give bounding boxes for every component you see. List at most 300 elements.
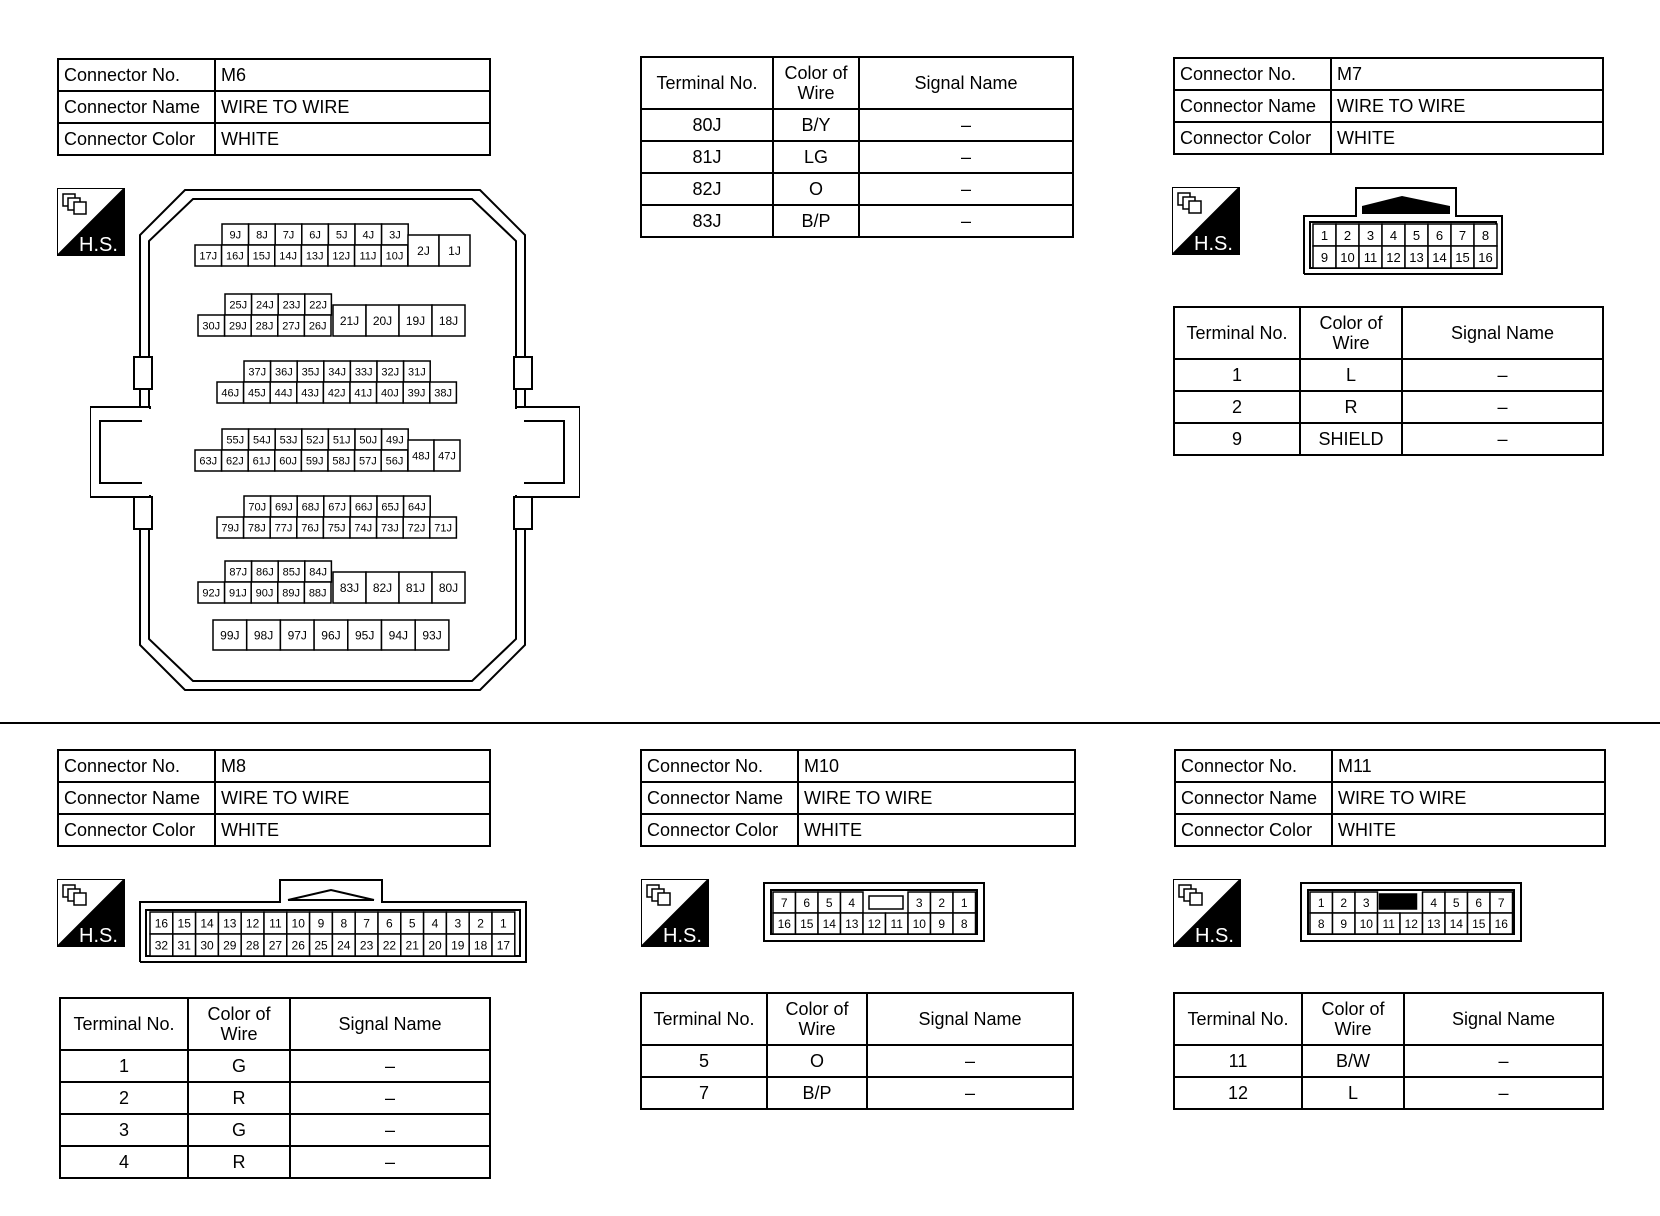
terminal-pin-label: 69J — [275, 501, 293, 514]
connector-name-label: Connector Name — [58, 91, 215, 123]
terminal-pin-label: 65J — [381, 501, 400, 514]
terminal-pin-label: 8 — [1317, 917, 1325, 932]
table-row — [641, 205, 1073, 237]
terminal-cell: 82J — [641, 173, 773, 205]
terminal-pin-label: 89J — [282, 587, 300, 600]
terminal-pin-label: 30 — [200, 938, 214, 953]
terminal-pin-label: 9 — [317, 916, 325, 931]
connector-no-label: Connector No. — [58, 750, 215, 782]
terminal-pin-label: 4 — [1389, 227, 1398, 243]
terminal-pin-label: 54J — [253, 434, 271, 447]
terminal-cell: 11 — [1174, 1045, 1302, 1077]
terminal-pin-label: 3J — [389, 229, 401, 242]
terminal-pin-label: 1 — [1317, 896, 1325, 911]
table-row — [60, 1050, 490, 1082]
terminal-pin-label: 83J — [339, 581, 360, 596]
color-cell: B/W — [1302, 1045, 1404, 1077]
terminal-pin-label: 5 — [408, 916, 416, 931]
terminal-pin-label: 11 — [269, 916, 282, 931]
terminal-pin-label: 4 — [848, 896, 856, 911]
color-cell: G — [188, 1050, 290, 1082]
terminal-pin-label: 10 — [291, 916, 305, 931]
terminal-pin-label: 29J — [229, 320, 247, 333]
hs-label: H.S. — [79, 234, 118, 256]
terminal-pin-label: 27J — [282, 320, 300, 333]
terminal-pin-label: 2 — [1343, 227, 1352, 243]
terminal-pin-label: 4 — [431, 916, 439, 931]
connector-key — [1380, 894, 1417, 909]
color-cell: G — [188, 1114, 290, 1146]
terminal-pin-label: 9 — [1340, 917, 1348, 932]
table-row — [641, 1077, 1073, 1109]
terminal-pin-label: 1 — [500, 916, 507, 931]
terminal-pin-label: 44J — [274, 387, 293, 400]
m7-connector-info — [1173, 57, 1604, 155]
terminal-cell: 2 — [60, 1082, 188, 1114]
connector-name-label: Connector Name — [58, 782, 215, 814]
color-of-wire-header: Color of Wire — [767, 993, 867, 1045]
table-row — [1174, 359, 1603, 391]
terminal-pin-label: 13 — [845, 917, 859, 932]
table-row — [641, 173, 1073, 205]
terminal-pin-label: 9 — [938, 917, 946, 932]
signal-cell: – — [290, 1146, 490, 1178]
terminal-pin-label: 95J — [354, 628, 375, 643]
terminal-pin-label: 64J — [408, 501, 426, 514]
signal-cell: – — [1402, 423, 1603, 455]
terminal-pin-label: 15 — [800, 917, 814, 932]
table-row — [1174, 423, 1603, 455]
color-of-wire-header: Color of Wire — [1300, 307, 1402, 359]
table-row — [60, 1114, 490, 1146]
terminal-pin-label: 26J — [308, 320, 327, 333]
color-of-wire-header: Color of Wire — [1302, 993, 1404, 1045]
terminal-pin-label: 63J — [199, 455, 218, 468]
terminal-pin-label: 90J — [255, 587, 274, 600]
terminal-pin-label: 17J — [199, 250, 218, 263]
m11-connector-face — [1300, 882, 1522, 942]
table-row — [641, 109, 1073, 141]
m11-terminal-table — [1173, 992, 1604, 1110]
terminal-pin-label: 11 — [1382, 917, 1395, 932]
signal-cell: – — [1402, 391, 1603, 423]
terminal-pin-label: 12 — [245, 916, 260, 931]
terminal-pin-label: 66J — [354, 501, 373, 514]
connector-no-label: Connector No. — [1174, 58, 1331, 90]
color-cell: R — [188, 1082, 290, 1114]
connector-color-label: Connector Color — [1175, 814, 1332, 846]
terminal-pin-label: 32J — [381, 366, 400, 379]
terminal-pin-label: 15 — [1472, 917, 1486, 932]
terminal-cell: 80J — [641, 109, 773, 141]
terminal-pin-label: 38J — [434, 387, 452, 400]
signal-name-header: Signal Name — [290, 998, 490, 1050]
terminal-pin-label: 14 — [822, 917, 836, 932]
terminal-pin-label: 14 — [200, 916, 214, 931]
terminal-pin-label: 3 — [1362, 896, 1370, 911]
terminal-pin-label: 15 — [1455, 249, 1470, 265]
terminal-pin-label: 92J — [202, 587, 221, 600]
terminal-pin-label: 20 — [428, 938, 442, 953]
harness-side-icon — [1173, 879, 1241, 947]
terminal-no-header: Terminal No. — [60, 998, 188, 1050]
terminal-pin-label: 99J — [220, 628, 240, 643]
terminal-pin-label: 72J — [407, 522, 426, 535]
terminal-pin-label: 15J — [252, 250, 271, 263]
terminal-pin-label: 31 — [177, 938, 191, 953]
terminal-pin-label: 22J — [309, 299, 327, 312]
terminal-pin-label: 1J — [448, 244, 461, 259]
terminal-pin-label: 9 — [1320, 249, 1329, 265]
terminal-pin-label: 10J — [385, 250, 404, 263]
terminal-pin-label: 91J — [229, 587, 247, 600]
terminal-pin-label: 77J — [274, 522, 293, 535]
connector-name-value: WIRE TO WIRE — [1332, 782, 1605, 814]
connector-no-value: M6 — [215, 59, 490, 91]
terminal-pin-label: 82J — [372, 581, 393, 596]
terminal-pin-label: 28J — [255, 320, 274, 333]
terminal-pin-label: 24J — [256, 299, 274, 312]
terminal-cell: 81J — [641, 141, 773, 173]
m8-connector-face — [138, 878, 528, 964]
section-divider — [0, 722, 1660, 724]
terminal-pin-label: 62J — [226, 455, 244, 468]
terminal-pin-label: 32 — [154, 938, 169, 953]
signal-name-header: Signal Name — [859, 57, 1073, 109]
terminal-cell: 12 — [1174, 1077, 1302, 1109]
terminal-pin-label: 7 — [363, 916, 370, 931]
terminal-pin-label: 8J — [256, 229, 268, 242]
terminal-cell: 1 — [60, 1050, 188, 1082]
terminal-pin-label: 23J — [282, 299, 301, 312]
terminal-pin-label: 60J — [279, 455, 297, 468]
terminal-pin-label: 1 — [960, 896, 968, 911]
signal-cell: – — [1404, 1045, 1603, 1077]
terminal-pin-label: 75J — [327, 522, 346, 535]
connector-color-label: Connector Color — [1174, 122, 1331, 154]
terminal-pin-label: 24 — [337, 938, 351, 953]
terminal-pin-label: 30J — [202, 320, 221, 333]
color-cell: L — [1302, 1077, 1404, 1109]
terminal-pin-label: 2 — [938, 896, 946, 911]
terminal-pin-label: 4J — [362, 229, 375, 242]
color-cell: B/P — [773, 205, 859, 237]
terminal-pin-label: 10 — [1340, 249, 1355, 265]
terminal-pin-label: 5J — [335, 229, 348, 242]
terminal-pin-label: 16J — [226, 250, 244, 263]
terminal-pin-label: 22 — [382, 938, 397, 953]
terminal-no-header: Terminal No. — [1174, 307, 1300, 359]
terminal-pin-label: 12 — [1386, 249, 1401, 265]
m6-connector-face — [90, 185, 580, 695]
m11-connector-info — [1174, 749, 1606, 847]
table-row — [1174, 1045, 1603, 1077]
color-cell: B/Y — [773, 109, 859, 141]
table-row — [641, 1045, 1073, 1077]
terminal-pin-label: 8 — [340, 916, 348, 931]
terminal-pin-label: 71J — [434, 522, 452, 535]
terminal-pin-label: 12J — [332, 250, 351, 263]
terminal-pin-label: 11 — [890, 917, 903, 932]
terminal-pin-label: 19J — [405, 314, 426, 329]
connector-name-value: WIRE TO WIRE — [1331, 90, 1603, 122]
m10-connector-info — [640, 749, 1076, 847]
terminal-pin-label: 17 — [496, 938, 511, 953]
m8-connector-info — [57, 749, 491, 847]
terminal-pin-label: 21 — [405, 938, 419, 953]
hs-label: H.S. — [1195, 925, 1234, 947]
terminal-cell: 1 — [1174, 359, 1300, 391]
terminal-pin-label: 42J — [327, 387, 346, 400]
terminal-pin-label: 6 — [803, 896, 811, 911]
terminal-pin-label: 16 — [1494, 917, 1508, 932]
color-cell: SHIELD — [1300, 423, 1402, 455]
terminal-pin-label: 97J — [287, 628, 307, 643]
connector-no-value: M11 — [1332, 750, 1605, 782]
terminal-cell: 4 — [60, 1146, 188, 1178]
harness-side-icon — [1172, 187, 1240, 255]
terminal-no-header: Terminal No. — [1174, 993, 1302, 1045]
connector-name-value: WIRE TO WIRE — [215, 91, 490, 123]
color-of-wire-header: Color of Wire — [188, 998, 290, 1050]
table-row — [641, 141, 1073, 173]
terminal-cell: 83J — [641, 205, 773, 237]
terminal-cell: 5 — [641, 1045, 767, 1077]
color-cell: L — [1300, 359, 1402, 391]
connector-no-value: M7 — [1331, 58, 1603, 90]
m8-terminal-table — [59, 997, 491, 1179]
terminal-pin-label: 51J — [332, 434, 351, 447]
terminal-pin-label: 14J — [279, 250, 297, 263]
terminal-pin-label: 26 — [291, 938, 305, 953]
terminal-pin-label: 9J — [229, 229, 242, 242]
m10-terminal-table — [640, 992, 1074, 1110]
terminal-pin-label: 13 — [1409, 249, 1424, 265]
terminal-pin-label: 3 — [454, 916, 462, 931]
connector-color-value: WHITE — [215, 123, 490, 155]
color-cell: B/P — [767, 1077, 867, 1109]
table-row — [1174, 391, 1603, 423]
terminal-pin-label: 13 — [223, 916, 237, 931]
terminal-pin-label: 50J — [359, 434, 378, 447]
terminal-pin-label: 58J — [332, 455, 351, 468]
signal-cell: – — [290, 1050, 490, 1082]
terminal-pin-label: 78J — [248, 522, 266, 535]
color-of-wire-header: Color of Wire — [773, 57, 859, 109]
terminal-pin-label: 31J — [408, 366, 426, 379]
signal-name-header: Signal Name — [867, 993, 1073, 1045]
signal-cell: – — [859, 141, 1073, 173]
terminal-no-header: Terminal No. — [641, 57, 773, 109]
connector-key — [869, 896, 903, 909]
terminal-pin-label: 73J — [381, 522, 399, 535]
connector-no-label: Connector No. — [58, 59, 215, 91]
terminal-pin-label: 12 — [1404, 917, 1418, 932]
terminal-pin-label: 25J — [229, 299, 248, 312]
terminal-pin-label: 7J — [282, 229, 295, 242]
color-cell: R — [188, 1146, 290, 1178]
terminal-pin-label: 3 — [915, 896, 923, 911]
terminal-pin-label: 18 — [473, 938, 488, 953]
signal-cell: – — [1404, 1077, 1603, 1109]
terminal-pin-label: 13J — [305, 250, 324, 263]
terminal-pin-label: 1 — [1320, 227, 1329, 243]
terminal-pin-label: 86J — [256, 566, 274, 579]
connector-color-value: WHITE — [215, 814, 490, 846]
signal-name-header: Signal Name — [1402, 307, 1603, 359]
terminal-pin-label: 45J — [248, 387, 266, 400]
harness-side-icon — [57, 879, 125, 947]
connector-name-label: Connector Name — [641, 782, 798, 814]
connector-color-value: WHITE — [1331, 122, 1603, 154]
terminal-pin-label: 59J — [305, 455, 324, 468]
signal-cell: – — [290, 1114, 490, 1146]
terminal-pin-label: 39J — [407, 387, 426, 400]
terminal-pin-label: 98J — [253, 628, 274, 643]
terminal-pin-label: 23 — [359, 938, 374, 953]
terminal-pin-label: 6J — [309, 229, 321, 242]
connector-color-label: Connector Color — [58, 814, 215, 846]
connector-name-label: Connector Name — [1175, 782, 1332, 814]
terminal-pin-label: 6 — [1475, 896, 1483, 911]
terminal-no-header: Terminal No. — [641, 993, 767, 1045]
terminal-pin-label: 70J — [248, 501, 267, 514]
terminal-pin-label: 27 — [268, 938, 283, 953]
connector-color-label: Connector Color — [58, 123, 215, 155]
terminal-pin-label: 10 — [912, 917, 926, 932]
harness-side-icon — [641, 879, 709, 947]
terminal-pin-label: 2J — [417, 244, 430, 259]
terminal-pin-label: 8 — [1481, 227, 1490, 243]
connector-color-label: Connector Color — [641, 814, 798, 846]
terminal-pin-label: 48J — [412, 450, 430, 463]
terminal-pin-label: 5 — [1412, 227, 1421, 243]
connector-no-label: Connector No. — [641, 750, 798, 782]
connector-name-value: WIRE TO WIRE — [215, 782, 490, 814]
terminal-pin-label: 76J — [301, 522, 319, 535]
color-cell: R — [1300, 391, 1402, 423]
terminal-pin-label: 84J — [309, 566, 327, 579]
terminal-pin-label: 49J — [386, 434, 404, 447]
connector-name-label: Connector Name — [1174, 90, 1331, 122]
terminal-pin-label: 25 — [314, 938, 328, 953]
terminal-pin-label: 52J — [306, 434, 324, 447]
terminal-pin-label: 15 — [177, 916, 191, 931]
connector-no-value: M8 — [215, 750, 490, 782]
terminal-pin-label: 43J — [301, 387, 319, 400]
terminal-pin-label: 40J — [381, 387, 399, 400]
terminal-pin-label: 74J — [354, 522, 373, 535]
terminal-pin-label: 2 — [477, 916, 484, 931]
terminal-pin-label: 34J — [328, 366, 346, 379]
table-row — [60, 1146, 490, 1178]
terminal-pin-label: 7 — [780, 896, 788, 911]
m7-terminal-table — [1173, 306, 1604, 456]
terminal-pin-label: 18J — [438, 314, 459, 329]
signal-cell: – — [859, 173, 1073, 205]
terminal-pin-label: 47J — [438, 450, 456, 463]
terminal-pin-label: 6 — [1435, 227, 1444, 243]
terminal-pin-label: 79J — [221, 522, 240, 535]
terminal-pin-label: 35J — [301, 366, 320, 379]
terminal-pin-label: 61J — [252, 455, 271, 468]
terminal-pin-label: 5 — [825, 896, 833, 911]
terminal-pin-label: 13 — [1427, 917, 1441, 932]
m6-terminal-table — [640, 56, 1074, 238]
terminal-pin-label: 16 — [154, 916, 169, 931]
terminal-pin-label: 37J — [248, 366, 267, 379]
color-cell: LG — [773, 141, 859, 173]
signal-cell: – — [290, 1082, 490, 1114]
terminal-pin-label: 16 — [777, 917, 791, 932]
table-row — [1174, 1077, 1603, 1109]
terminal-pin-label: 12 — [867, 917, 881, 932]
signal-cell: – — [1402, 359, 1603, 391]
terminal-pin-label: 33J — [354, 366, 373, 379]
terminal-pin-label: 28 — [245, 938, 260, 953]
terminal-pin-label: 56J — [385, 455, 404, 468]
m6-connector-info — [57, 58, 491, 156]
terminal-cell: 7 — [641, 1077, 767, 1109]
terminal-pin-label: 87J — [229, 566, 248, 579]
terminal-pin-label: 81J — [405, 581, 426, 596]
table-row — [60, 1082, 490, 1114]
terminal-pin-label: 68J — [301, 501, 320, 514]
connector-no-label: Connector No. — [1175, 750, 1332, 782]
terminal-pin-label: 55J — [226, 434, 245, 447]
terminal-pin-label: 85J — [282, 566, 301, 579]
terminal-pin-label: 5 — [1452, 896, 1460, 911]
terminal-pin-label: 14 — [1449, 917, 1463, 932]
terminal-pin-label: 10 — [1359, 917, 1373, 932]
terminal-pin-label: 46J — [221, 387, 240, 400]
terminal-pin-label: 20J — [372, 314, 393, 329]
signal-cell: – — [867, 1045, 1073, 1077]
terminal-pin-label: 21J — [339, 314, 360, 329]
terminal-pin-label: 29 — [223, 938, 237, 953]
terminal-pin-label: 80J — [438, 581, 459, 596]
terminal-pin-label: 6 — [386, 916, 393, 931]
terminal-pin-label: 67J — [328, 501, 346, 514]
terminal-pin-label: 3 — [1366, 227, 1375, 243]
terminal-pin-label: 8 — [960, 917, 968, 932]
connector-name-value: WIRE TO WIRE — [798, 782, 1075, 814]
connector-color-value: WHITE — [798, 814, 1075, 846]
terminal-pin-label: 19 — [451, 938, 465, 953]
terminal-pin-label: 88J — [308, 587, 327, 600]
m10-connector-face — [763, 882, 985, 942]
color-cell: O — [767, 1045, 867, 1077]
terminal-pin-label: 11J — [359, 250, 377, 263]
terminal-pin-label: 36J — [275, 366, 293, 379]
terminal-cell: 9 — [1174, 423, 1300, 455]
terminal-cell: 3 — [60, 1114, 188, 1146]
hs-label: H.S. — [79, 925, 118, 947]
terminal-pin-label: 4 — [1430, 896, 1438, 911]
connector-color-value: WHITE — [1332, 814, 1605, 846]
terminal-pin-label: 94J — [388, 628, 409, 643]
terminal-pin-label: 7 — [1497, 896, 1505, 911]
hs-label: H.S. — [663, 925, 702, 947]
terminal-pin-label: 53J — [279, 434, 298, 447]
terminal-pin-label: 16 — [1478, 249, 1493, 265]
m7-connector-face — [1302, 186, 1504, 276]
signal-cell: – — [867, 1077, 1073, 1109]
terminal-pin-label: 41J — [354, 387, 373, 400]
terminal-pin-label: 14 — [1432, 249, 1447, 265]
connector-no-value: M10 — [798, 750, 1075, 782]
signal-cell: – — [859, 109, 1073, 141]
